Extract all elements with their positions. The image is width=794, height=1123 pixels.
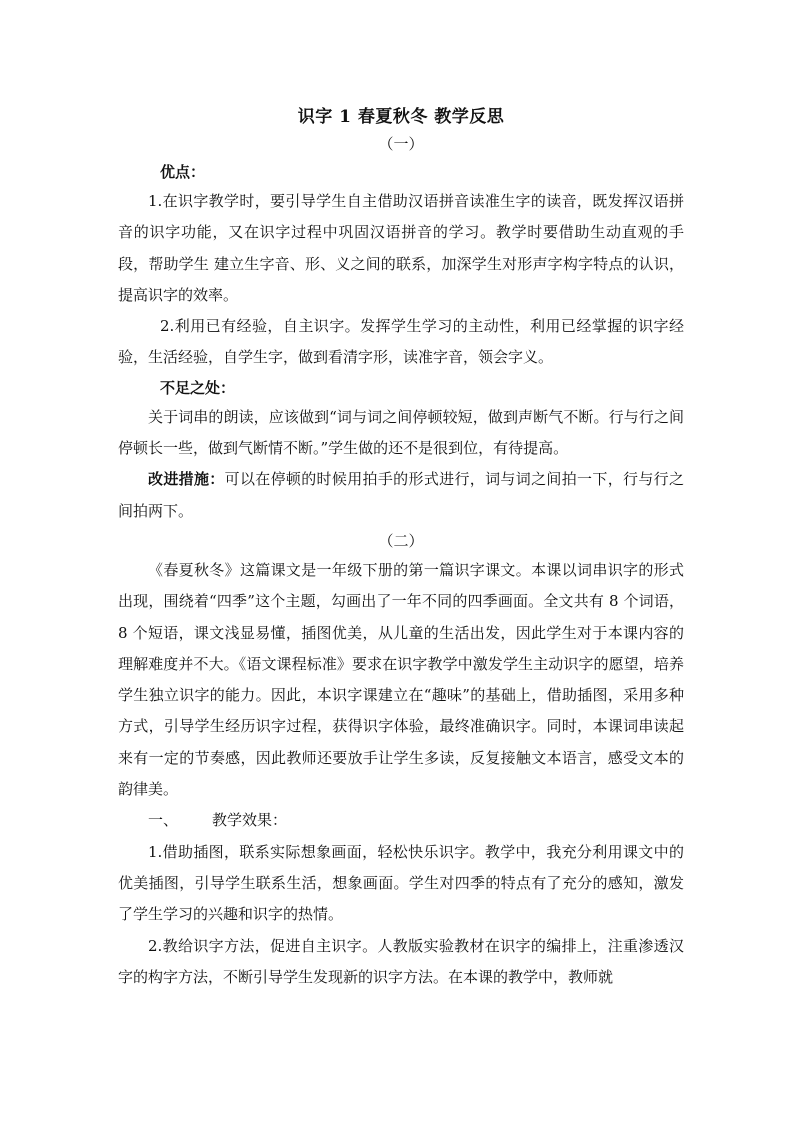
section-marker-2: （二） — [378, 531, 424, 550]
strengths-heading: 优点： — [160, 163, 206, 181]
weakness-paragraph: 关于词串的朗读，应该做到“词与词之间停顿较短，做到声断气不断。行与行之间停顿长一些，做到气断情不断。”学生做的还不是很到位，有待提高。 — [118, 407, 684, 458]
document-title: 识字 1 春夏秋冬 教学反思 — [297, 107, 505, 127]
strength-paragraph-1: 1.在识字教学时，要引导学生自主借助汉语拼音读准生字的读音，既发挥汉语拼音的识字功能，又在识字过程中巩固汉语拼音的学习。教学时要借助生动直观的手段，帮助学生 建立生字音、形、义之间的联系，加深学生对形声字构字特点的认识，提高识字的效率。 — [118, 192, 684, 304]
intro-paragraph: 《春夏秋冬》这篇课文是一年级下册的第一篇识字课文。本课以词串识字的形式出现，围绕着“四季”这个主题，勾画出了一年不同的四季画面。全文共有 8 个词语，8 个短语，课文浅显易懂，插图优美，从儿童的生活出发，因此学生对于本课内容的理解难度并不大。《语文课程标准》要求在识字教学中激发学生主动识字的愿望，培养学生独立识字的能力。因此，本识字课建立在“趣味”的基础上，借助插图，采用多种方式，引导学生经历识字过程，获得识字体验，最终准确识字。同时，本课词串读起来有一定的节奏感，因此教师还要放手让学生多读，反复接触文本语言，感受文本的韵律美。 — [118, 560, 684, 799]
effects-heading — [118, 805, 684, 836]
improvement-label: 改进措施： — [148, 470, 225, 489]
effect-paragraph-1: 1.借助插图，联系实际想象画面，轻松快乐识字。教学中，我充分利用课文中的优美插图，引导学生联系生活，想象画面。学生对四季的特点有了充分的感知，激发了学生学习的兴趣和识字的热情。 — [118, 842, 684, 924]
effects-heading-text: 教学效果： — [212, 811, 288, 830]
effect-paragraph-2: 2.教给识字方法，促进自主识字。人教版实验教材在识字的编排上，注重渗透汉字的构字方法，不断引导学生发现新的识字方法。在本课的教学中，教师就 — [118, 936, 684, 986]
weakness-heading: 不足之处： — [160, 378, 236, 397]
effects-number: 一、 — [148, 811, 179, 830]
improvement-paragraph — [118, 464, 684, 527]
section-marker-1: （一） — [378, 135, 424, 153]
strength-paragraph-2: 2.利用已有经验，自主识字。发挥学生学习的主动性，利用已经掌握的识字经验，生活经验，自学生字，做到看清字形，读准字音，领会字义。 — [118, 317, 684, 367]
document-page — [118, 104, 684, 993]
improvement-text: 可以在停顿的时候用拍手的形式进行，词与词之间拍一下，行与行之间拍两下。 — [118, 470, 684, 520]
